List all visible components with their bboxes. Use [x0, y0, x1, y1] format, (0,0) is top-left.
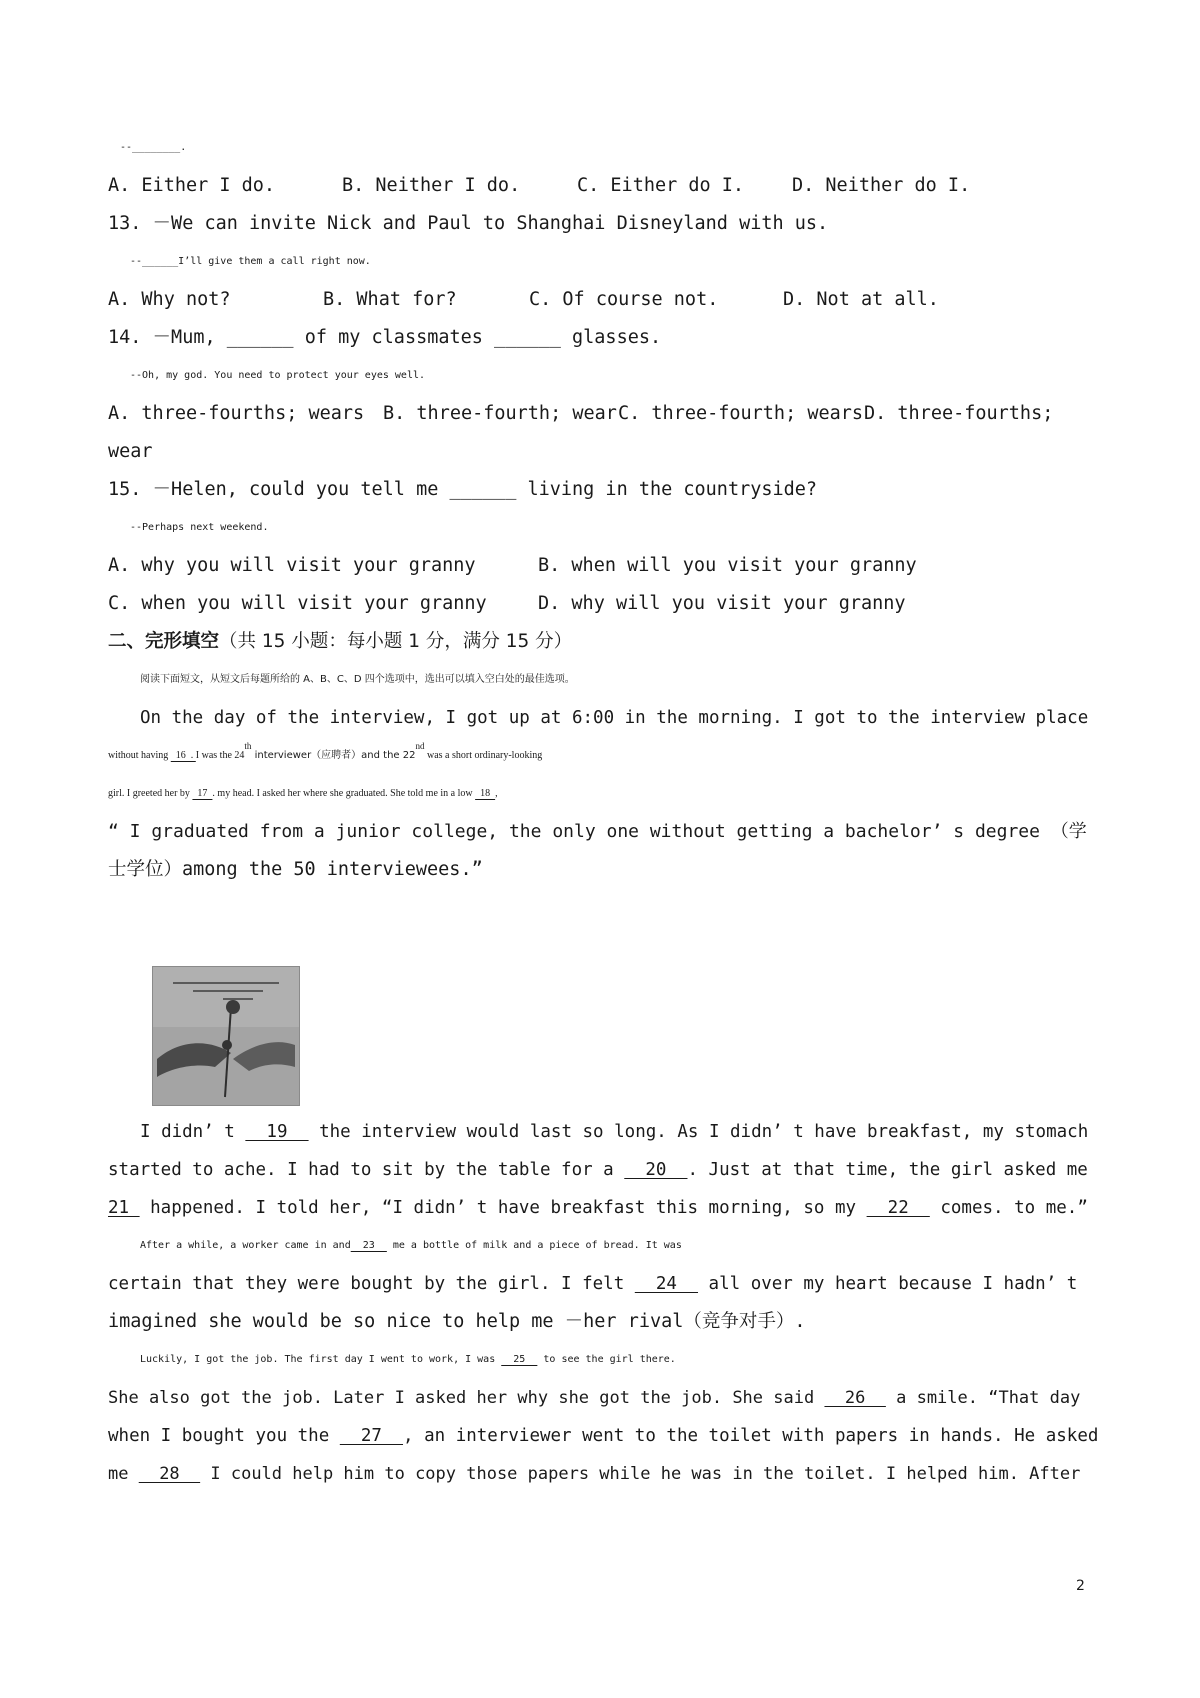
passage-p3-line3: imagined she would be so nice to help me －her rival（竞争对手）. [108, 1311, 806, 1332]
passage-text: On the day of the interview, I got up at 6:00 in the morning. I got to the interview place [140, 708, 1089, 728]
passage-text: me a bottle of milk and a piece of bread. It was [386, 1240, 682, 1251]
passage-text: without having [108, 750, 171, 761]
q14-reply: --Oh, my god. You need to protect your eyes well. [130, 370, 426, 381]
blank-25: 25 [501, 1354, 538, 1365]
passage-p4-line4 [108, 1462, 1100, 1486]
passage-text: started to ache. I had to sit by the table for a [108, 1160, 625, 1180]
q13-question: 13. －We can invite Nick and Paul to Shanghai Disneyland with us. [108, 213, 829, 234]
passage-p1-line1 [140, 706, 1100, 730]
q15-option-a: A. why you will visit your granny [108, 555, 476, 576]
blank-26: 26 [824, 1388, 886, 1408]
q15-options-row2 [108, 592, 1100, 616]
q14-question: 14. －Mum, ______ of my classmates ______ glasses. [108, 327, 662, 348]
passage-line [140, 1120, 1088, 1144]
passage-text: the interview would last so long. As I didn’ t have breakfast, my stomach [308, 1122, 1089, 1142]
q15-option-b: B. when will you visit your granny [538, 555, 917, 576]
section-title: 二、完形填空 [108, 631, 220, 652]
passage-p1-line3 [108, 782, 1104, 806]
q12-option-c: C. Either do I. [577, 175, 745, 196]
q12-option-b: B. Neither I do. [342, 175, 521, 196]
passage-text: , an interviewer went to the toilet with papers in hands. He asked [403, 1426, 1099, 1446]
q14-option-c: C. three-fourth; wears [618, 403, 864, 424]
passage-text: happened. I told her, “I didn’ t have breakfast this morning, so my [139, 1198, 867, 1218]
passage-text: I could help him to copy those papers while he was in the toilet. I helped him. After [200, 1464, 1081, 1484]
blank-22: 22 [866, 1198, 930, 1218]
passage-p2-line2 [108, 1158, 1100, 1182]
passage-p4-line2 [108, 1386, 1100, 1410]
passage-p2-line3 [108, 1196, 1100, 1220]
passage-photo [152, 966, 300, 1106]
passage-text: a smile. “That day [885, 1388, 1081, 1408]
passage-text: all over my heart because I hadn’ t [698, 1274, 1078, 1294]
q12-option-d: D. Neither do I. [792, 175, 971, 196]
passage-text: . my head. I asked her where she graduated. She told me in a low [212, 788, 476, 799]
q13-option-c: C. Of course not. [529, 289, 719, 310]
passage-text: She also got the job. Later I asked her why she got the job. She said [108, 1388, 825, 1408]
passage-text: was a short ordinary-looking [424, 750, 543, 761]
q13-reply: --______I’ll give them a call right now. [130, 256, 371, 267]
blank-23: 23 [350, 1240, 387, 1251]
passage-text: me [108, 1464, 139, 1484]
q13-option-b: B. What for? [323, 289, 457, 310]
q12-options [108, 174, 1100, 198]
blank-16: 16 . [170, 750, 196, 761]
photo-hands-flower [153, 967, 299, 1105]
page-number: 2 [1076, 1578, 1085, 1594]
q15-option-c: C. when you will visit your granny [108, 593, 487, 614]
superscript: nd [415, 741, 425, 751]
passage-p2-line1 [140, 1120, 1100, 1144]
blank-20: 20 [624, 1160, 688, 1180]
passage-text: I didn’ t [140, 1122, 246, 1142]
passage-p1-line4: “ I graduated from a junior college, the only one without getting a bachelor’ s degree （学 [108, 821, 1087, 842]
q12-answer-line: --________. [120, 142, 187, 153]
blank-18: 18 [475, 788, 496, 799]
passage-text: to see the girl there. [537, 1354, 676, 1365]
passage-p1-line2 [108, 741, 1104, 768]
section-heading [108, 630, 1100, 654]
passage-text: I was the 24 [195, 750, 245, 761]
blank-27: 27 [339, 1426, 404, 1446]
blank-17: 17 [192, 788, 213, 799]
q13-option-a: A. Why not? [108, 289, 231, 310]
q13-option-d: D. Not at all. [783, 289, 939, 310]
section-subtitle: （共 15 小题：每小题 1 分，满分 15 分） [219, 631, 573, 652]
blank-28: 28 [138, 1464, 201, 1484]
q14-option-d: D. three-fourths; [864, 403, 1054, 424]
passage-text: Luckily, I got the job. The first day I went to work, I was [140, 1354, 502, 1365]
passage-p3-line1 [140, 1234, 1132, 1258]
superscript: th [244, 741, 252, 751]
q15-options-row1 [108, 554, 1100, 578]
section-instructions: 阅读下面短文，从短文后每题所给的 A、B、C、D 四个选项中，选出可以填入空白处的最佳选项。 [140, 674, 575, 685]
q14-option-d-continued: wear [108, 441, 153, 462]
passage-text: interviewer（应聘者）and the 22 [251, 750, 416, 761]
passage-text: certain that they were bought by the girl. I felt [108, 1274, 635, 1294]
passage-p4-line1 [140, 1348, 1132, 1372]
q15-option-d: D. why will you visit your granny [538, 593, 906, 614]
q12-option-a: A. Either I do. [108, 175, 276, 196]
q14-option-b: B. three-fourth; wear [383, 403, 617, 424]
q15-question: 15. －Helen, could you tell me ______ living in the countryside? [108, 479, 818, 500]
blank-21: 21 [108, 1198, 140, 1218]
q14-option-a: A. three-fourths; wears [108, 403, 365, 424]
q13-options [108, 288, 1100, 312]
q14-options [108, 402, 1100, 426]
passage-text: . Just at that time, the girl asked me [687, 1160, 1088, 1180]
passage-text: when I bought you the [108, 1426, 340, 1446]
passage-text: After a while, a worker came in and [140, 1240, 351, 1251]
passage-text: comes. to me.” [929, 1198, 1088, 1218]
blank-24: 24 [634, 1274, 699, 1294]
passage-p3-line2 [108, 1272, 1100, 1296]
q15-reply: --Perhaps next weekend. [130, 522, 269, 533]
passage-text: girl. I greeted her by [108, 788, 193, 799]
passage-p4-line3 [108, 1424, 1100, 1448]
passage-p1-line5: 士学位）among the 50 interviewees.” [108, 859, 483, 880]
blank-19: 19 [245, 1122, 309, 1142]
passage-text: , [495, 788, 498, 799]
